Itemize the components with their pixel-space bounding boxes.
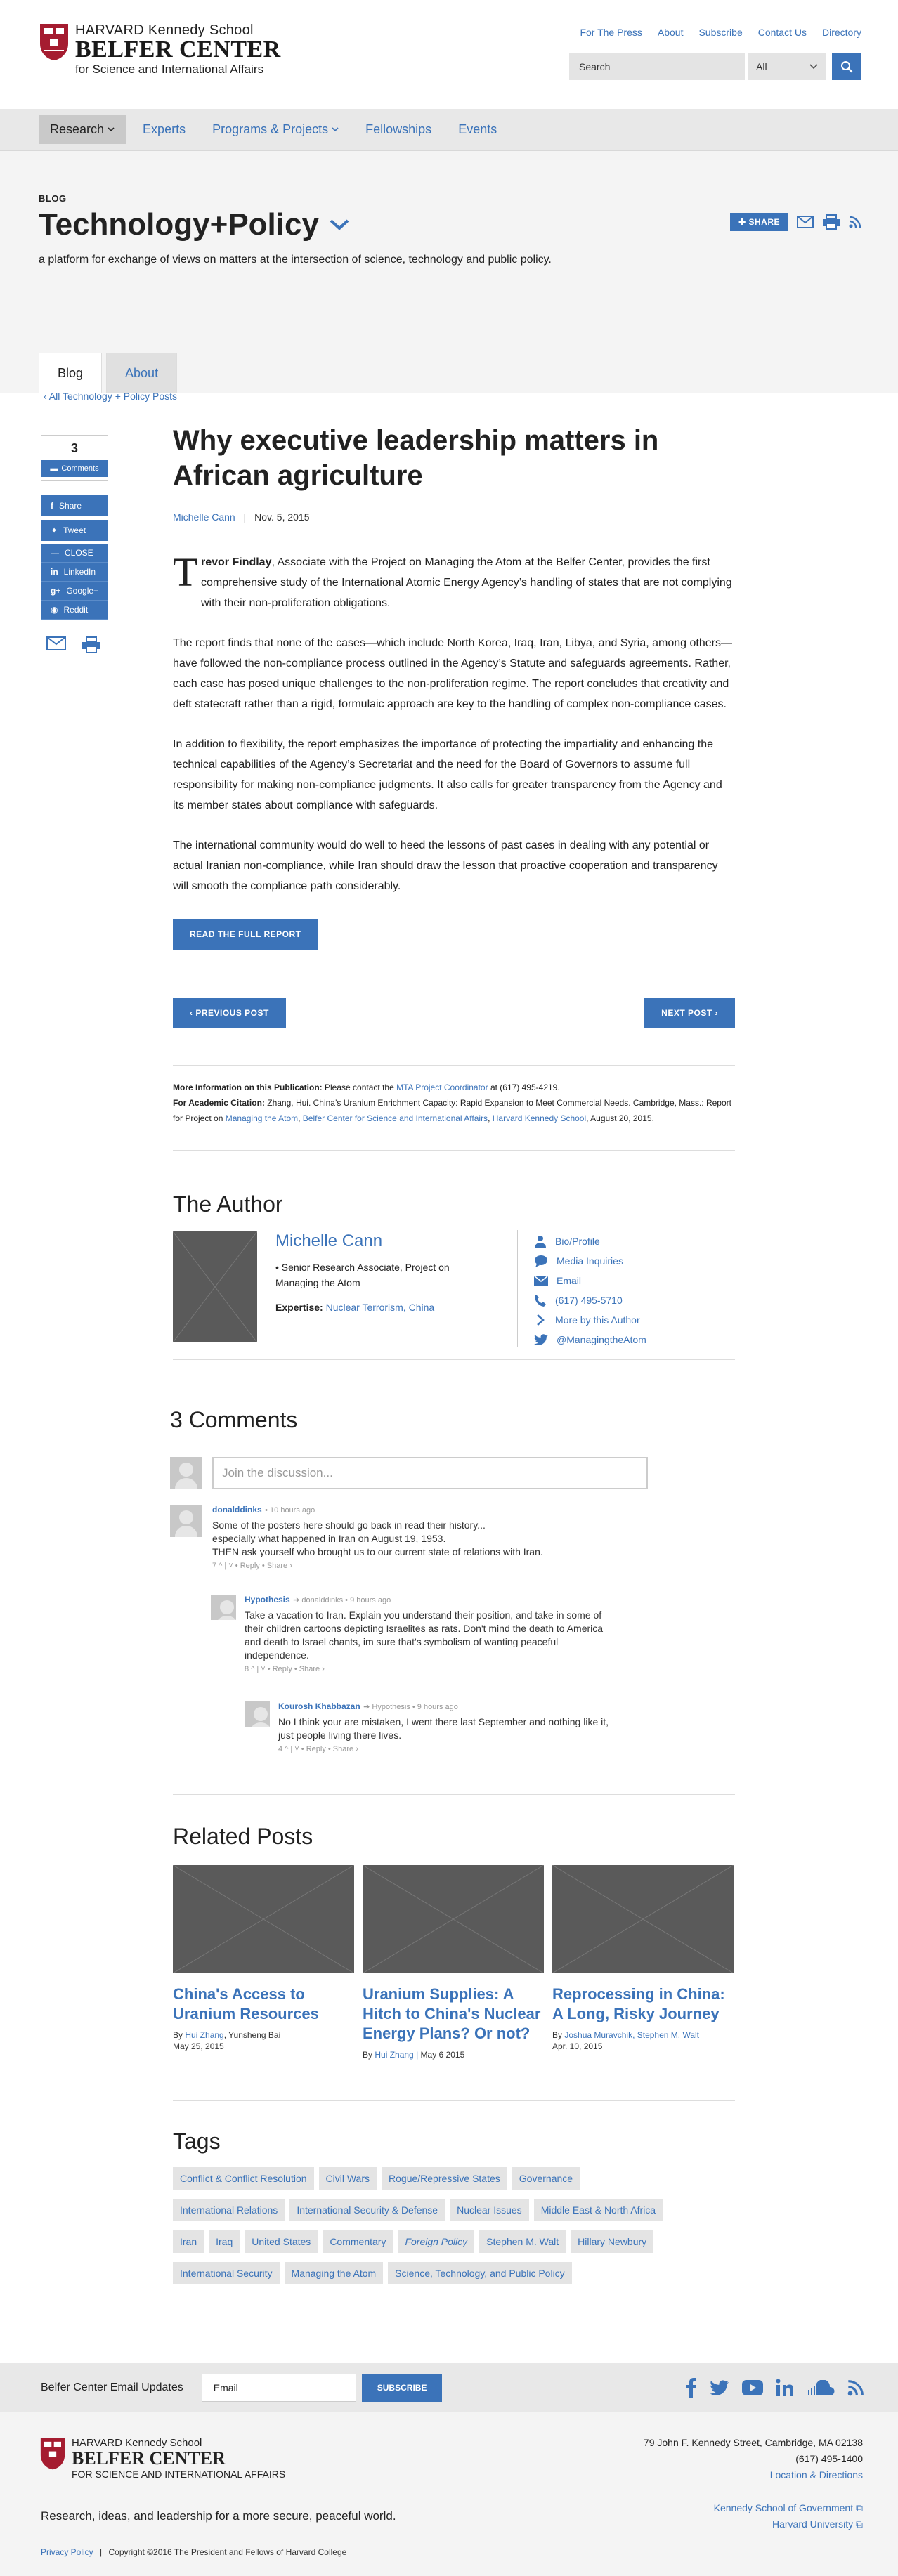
youtube-icon[interactable]	[742, 2380, 763, 2395]
article-title: Why executive leadership matters in African agriculture	[173, 425, 659, 491]
tag-item[interactable]: International Security & Defense	[289, 2199, 445, 2221]
author-heading: The Author	[173, 1191, 283, 1217]
footer-contact	[644, 2435, 863, 2532]
harvard-link[interactable]	[772, 2518, 863, 2530]
comment-meta: ➔ donalddinks • 9 hours ago	[293, 1596, 391, 1604]
facebook-icon: f	[51, 501, 53, 511]
divider	[173, 1794, 735, 1795]
search-scope-value: All	[756, 61, 767, 72]
comment-line: especially what happened in Iran on August 19, 1953.	[212, 1533, 446, 1544]
footer-address: 79 John F. Kennedy Street, Cambridge, MA 02138	[643, 2437, 863, 2448]
author-section	[173, 1191, 735, 1360]
read-full-report-button[interactable]: READ THE FULL REPORT	[173, 919, 318, 950]
related-grid	[173, 1865, 735, 2060]
next-post-button[interactable]: NEXT POST ›	[644, 998, 735, 1028]
blog-header	[0, 151, 898, 393]
nav-programs-projects[interactable]	[212, 122, 339, 137]
comment-count: 3	[70, 441, 78, 455]
facebook-share-button[interactable]	[41, 495, 108, 516]
blog-kicker: BLOG	[39, 193, 67, 204]
article-paragraph-1	[173, 549, 735, 613]
author-links	[534, 1231, 646, 1349]
close-share-button[interactable]	[41, 544, 108, 563]
comment-avatar	[245, 1701, 270, 1727]
tag-item[interactable]: International Security	[173, 2262, 280, 2284]
expertise-link[interactable]: Nuclear Terrorism, China	[325, 1302, 435, 1313]
divider	[173, 2100, 735, 2101]
tag-item[interactable]: United States	[245, 2230, 318, 2253]
related-byline: By Hui Zhang | May 6 2015	[363, 2050, 465, 2060]
ksg-label: Kennedy School of Government	[713, 2502, 854, 2513]
footer-subtitle: FOR SCIENCE AND INTERNATIONAL AFFAIRS	[72, 2469, 286, 2480]
related-author[interactable]: Joshua Muravchik, Stephen M. Walt	[564, 2030, 699, 2040]
citation-link-belfer[interactable]: Belfer Center for Science and International Affairs	[302, 1113, 488, 1123]
site-logo[interactable]	[39, 22, 281, 77]
twitter-tweet-button[interactable]	[41, 520, 108, 541]
soundcloud-icon[interactable]	[807, 2380, 835, 2395]
chevron-down-icon	[108, 127, 115, 132]
person-icon	[534, 1235, 547, 1248]
comment-line: Some of the posters here should go back in read their history...	[212, 1519, 486, 1531]
email-icon[interactable]	[797, 216, 814, 228]
ksg-link[interactable]	[714, 2502, 863, 2513]
search-button[interactable]	[832, 53, 861, 80]
share-toolbar	[730, 213, 861, 231]
comment-meta: ➔ Hypothesis • 9 hours ago	[363, 1703, 458, 1711]
tag-item[interactable]: Commentary	[323, 2230, 393, 2253]
sidebar-actions	[41, 636, 108, 653]
email-icon[interactable]	[46, 636, 66, 650]
author-phone-link[interactable]	[534, 1290, 646, 1310]
tag-item[interactable]: Science, Technology, and Public Policy	[388, 2262, 572, 2284]
media-label: Media Inquiries	[557, 1255, 623, 1267]
article-author-link[interactable]: Michelle Cann	[173, 511, 235, 523]
comment-line: Take a vacation to Iran. Explain you understand their position, and take in some of	[245, 1609, 602, 1621]
tag-item[interactable]: Rogue/Repressive States	[382, 2167, 507, 2190]
comment-user[interactable]: Hypothesis	[245, 1595, 290, 1604]
related-title[interactable]: Uranium Supplies: A Hitch to China's Nuclear Energy Plans? Or not?	[363, 1985, 541, 2042]
print-icon[interactable]	[82, 636, 101, 653]
search-scope-select[interactable]	[748, 53, 826, 80]
related-date: May 6 2015	[420, 2050, 465, 2060]
facebook-icon[interactable]	[686, 2378, 697, 2398]
google-label: Google+	[66, 586, 99, 596]
comment-line: and death to Israel chants, im sure that's symbolism of wanting peaceful	[245, 1636, 559, 1647]
email-label: Email	[557, 1275, 582, 1286]
comment-line: No I think your are mistaken, I went there last September and nothing like it,	[278, 1716, 609, 1727]
nav-research-label: Research	[50, 122, 105, 136]
comment-3	[278, 1700, 672, 1753]
related-heading: Related Posts	[173, 1824, 313, 1849]
related-post[interactable]	[552, 1865, 734, 2060]
copyright-text: Copyright ©2016 The President and Fellows of Harvard College	[108, 2547, 347, 2557]
footer-phone: (617) 495-1400	[795, 2453, 863, 2464]
article	[173, 423, 735, 1151]
logo-subtitle: for Science and International Affairs	[75, 63, 264, 76]
related-coauthor: , Yunsheng Bai	[223, 2030, 281, 2040]
linkedin-label: LinkedIn	[63, 567, 96, 577]
tag-item[interactable]: Foreign Policy	[398, 2230, 474, 2253]
tag-item[interactable]: Iraq	[209, 2230, 240, 2253]
comment-avatar	[211, 1595, 236, 1620]
nav-events[interactable]: Events	[458, 122, 497, 136]
comment-user[interactable]: Kourosh Khabbazan	[278, 1701, 360, 1711]
citation-date: August 20, 2015.	[590, 1113, 654, 1123]
subscribe-button[interactable]: SUBSCRIBE	[362, 2374, 443, 2402]
related-posts	[173, 1824, 735, 2060]
author-card	[173, 1231, 735, 1344]
tag-item[interactable]: Civil Wars	[319, 2167, 377, 2190]
linkedin-share-button[interactable]	[41, 563, 108, 582]
email-signup-bar	[0, 2363, 898, 2412]
harvard-shield-icon	[39, 2437, 66, 2471]
tab-blog[interactable]: Blog	[39, 353, 102, 393]
tag-item[interactable]: Governance	[512, 2167, 580, 2190]
author-bio-link[interactable]	[534, 1231, 646, 1251]
post-pager	[173, 998, 735, 1028]
email-icon	[534, 1276, 548, 1286]
share-button-label: SHARE	[748, 217, 780, 227]
harvard-label: Harvard University	[772, 2518, 854, 2530]
chat-icon	[534, 1255, 548, 1267]
comment-user[interactable]: donalddinks	[212, 1505, 262, 1515]
chevron-down-icon	[332, 127, 339, 132]
nav-programs-label: Programs & Projects	[212, 122, 329, 136]
blog-description: a platform for exchange of views on matters at the intersection of science, technology and public policy.	[39, 254, 552, 266]
author-name-link[interactable]: Michelle Cann	[275, 1231, 383, 1250]
reddit-icon: ◉	[51, 605, 58, 615]
comment-meta: • 10 hours ago	[265, 1506, 315, 1515]
comment-line: just people living there lives.	[278, 1730, 402, 1741]
project-coordinator-link[interactable]: MTA Project Coordinator	[396, 1083, 488, 1092]
search-input[interactable]: Search	[569, 53, 745, 80]
external-link-icon: ⧉	[856, 2518, 863, 2530]
article-sidebar	[41, 435, 108, 653]
tags-heading: Tags	[173, 2129, 221, 2154]
reddit-label: Reddit	[63, 605, 89, 615]
by-label: By	[552, 2030, 563, 2040]
phone-icon	[534, 1294, 547, 1307]
citation-text: Zhang, Hui. China’s Uranium Enrichment Capacity: Rapid Expansion to Meet Commercial Needs. Cambridge, Mass.: Report for Project on	[173, 1098, 731, 1123]
comments-label: Comments	[61, 464, 99, 473]
site-footer	[0, 2412, 898, 2576]
author-role: • Senior Research Associate, Project on Managing the Atom	[275, 1262, 450, 1288]
phone-label: (617) 495-5710	[555, 1295, 623, 1306]
link-for-the-press[interactable]: For The Press	[580, 27, 642, 38]
tag-item[interactable]: Managing the Atom	[285, 2262, 384, 2284]
rss-icon[interactable]	[847, 2379, 864, 2396]
link-about[interactable]: About	[657, 27, 684, 38]
linkedin-icon[interactable]	[776, 2379, 794, 2397]
logo-center-name: BELFER CENTER	[75, 37, 281, 63]
footer-center-name: BELFER CENTER	[72, 2448, 226, 2469]
join-discussion-input[interactable]: Join the discussion...	[212, 1457, 648, 1489]
email-input[interactable]: Email	[202, 2374, 356, 2402]
article-date: Nov. 5, 2015	[254, 511, 310, 523]
tag-item[interactable]: Iran	[173, 2230, 204, 2253]
article-lead-name: revor Findlay	[201, 556, 272, 568]
google-share-button[interactable]	[41, 582, 108, 601]
more-info-text: Please contact the	[325, 1083, 394, 1092]
chevron-down-icon	[809, 64, 818, 70]
google-plus-icon: g+	[51, 586, 61, 596]
more-info-line	[173, 1080, 735, 1095]
citation-label: For Academic Citation:	[173, 1098, 265, 1108]
logo-school-name: HARVARD Kennedy School	[75, 22, 254, 38]
related-date: Apr. 10, 2015	[552, 2041, 603, 2051]
main-nav	[0, 109, 898, 151]
tags-section	[173, 2129, 735, 2284]
tag-item[interactable]: Conflict & Conflict Resolution	[173, 2167, 314, 2190]
citation-link-mta[interactable]: Managing the Atom	[225, 1113, 299, 1123]
bio-label: Bio/Profile	[555, 1236, 600, 1247]
by-label: By	[173, 2030, 183, 2040]
tweet-label: Tweet	[63, 525, 86, 535]
publication-info	[173, 1065, 735, 1151]
share-button[interactable]: ✚ SHARE	[730, 213, 788, 231]
footer-logo[interactable]	[39, 2437, 285, 2480]
by-label: By	[363, 2050, 373, 2060]
link-contact-us[interactable]: Contact Us	[757, 27, 807, 38]
comments-heading: 3 Comments	[170, 1407, 298, 1432]
comment-actions[interactable]: 8 ^ | ˅ • Reply • Share ›	[245, 1665, 325, 1673]
blog-title[interactable]	[39, 207, 350, 242]
close-label: CLOSE	[65, 548, 93, 558]
article-paragraph-3: In addition to flexibility, the report emphasizes the importance of protecting the impartiality and enhancing the technical capabilities of the Agency’s Secretariat and the need for the Board of Governors to assume full responsibility for making non-compliance judgments. It also calls for greater transparency from the Agency and its member states about compliance with safeguards.	[173, 738, 722, 811]
more-by-label: More by this Author	[555, 1314, 640, 1326]
tag-item[interactable]: International Relations	[173, 2199, 285, 2221]
related-byline	[173, 2029, 354, 2052]
media-inquiries-link[interactable]	[534, 1251, 646, 1271]
harvard-shield-icon	[39, 22, 70, 62]
related-image-placeholder	[363, 1865, 544, 1973]
nav-experts[interactable]: Experts	[143, 122, 186, 136]
author-expertise	[275, 1302, 434, 1313]
related-author[interactable]: Hui Zhang	[375, 2050, 414, 2060]
chevron-right-icon	[534, 1314, 547, 1326]
tag-item[interactable]: Nuclear Issues	[450, 2199, 529, 2221]
comment-1	[212, 1503, 662, 1570]
tag-item[interactable]: Hillary Newbury	[571, 2230, 653, 2253]
twitter-handle-label: @ManagingtheAtom	[557, 1334, 646, 1345]
divider	[173, 1359, 735, 1360]
twitter-icon: ✦	[51, 525, 58, 535]
comment-count-box[interactable]	[41, 435, 108, 481]
blog-title-text: Technology+Policy	[39, 207, 319, 242]
user-avatar	[170, 1457, 202, 1489]
nav-research[interactable]	[39, 115, 126, 144]
comment-actions[interactable]: 7 ^ | ˅ • Reply • Share ›	[212, 1562, 292, 1570]
facebook-share-label: Share	[59, 501, 82, 511]
related-image-placeholder	[552, 1865, 734, 1973]
reddit-share-button[interactable]	[41, 601, 108, 620]
email-updates-label: Belfer Center Email Updates	[41, 2381, 183, 2393]
related-title[interactable]: Reprocessing in China: A Long, Risky Journey	[552, 1985, 725, 2022]
author-email-link[interactable]	[534, 1271, 646, 1290]
tag-item[interactable]: Stephen M. Walt	[479, 2230, 566, 2253]
footer-copyright-line: Privacy Policy | Copyright ©2016 The President and Fellows of Harvard College	[41, 2547, 347, 2557]
citation-link-hks[interactable]: Harvard Kennedy School	[492, 1113, 587, 1123]
comment-text	[278, 1715, 672, 1742]
site-header	[0, 0, 898, 109]
more-info-label: More Information on this Publication:	[173, 1083, 323, 1092]
article-paragraph-1-text: , Associate with the Project on Managing the Atom at the Belfer Center, provides the first comprehensive study of the International Atomic Energy Agency’s handling of states that are not complying with their non-proliferation obligations.	[201, 556, 732, 609]
coordinator-phone: at (617) 495-4219.	[490, 1083, 560, 1092]
comment-actions[interactable]: 4 ^ | ˅ • Reply • Share ›	[278, 1745, 358, 1753]
related-image-placeholder	[173, 1865, 354, 1973]
citation-block: For Academic Citation: Zhang, Hui. China’s Uranium Enrichment Capacity: Rapid Expansion to Meet Commercial Needs. Cambridge, Mass.: Report for Project on Managing the Atom, Belfer Center for Science and International Affairs, Harvard Kennedy School, August 20, 2015.	[173, 1098, 731, 1123]
article-meta: Michelle Cann | Nov. 5, 2015	[173, 511, 310, 523]
twitter-icon	[534, 1334, 548, 1345]
related-author[interactable]: Hui Zhang	[185, 2030, 224, 2040]
linkedin-icon: in	[51, 567, 58, 577]
comment-avatar	[170, 1505, 202, 1537]
location-directions-link[interactable]: Location & Directions	[769, 2469, 863, 2480]
comment-2	[245, 1593, 666, 1673]
blog-tabs	[39, 353, 177, 393]
utility-links	[580, 27, 861, 38]
divider	[517, 1230, 518, 1347]
print-icon[interactable]	[822, 214, 840, 230]
expertise-label: Expertise:	[275, 1302, 323, 1313]
comment-line: their children cartoons depicting Israelites as rats. Don't mind the death to America	[245, 1623, 604, 1634]
search-bar	[569, 53, 861, 80]
twitter-handle-link[interactable]	[534, 1330, 646, 1349]
nav-fellowships[interactable]: Fellowships	[365, 122, 432, 136]
related-byline	[552, 2029, 734, 2052]
more-by-author-link[interactable]	[534, 1310, 646, 1330]
footer-school-name: HARVARD Kennedy School	[72, 2437, 202, 2449]
link-subscribe[interactable]: Subscribe	[698, 27, 743, 38]
article-paragraph-4: The international community would do well to heed the lessons of past cases in dealing with any potential or actual Iranian non-compliance, while Iran should draw the lesson that proactive cooperation and transparency will smooth the compliance path considerably.	[173, 839, 718, 892]
tab-about[interactable]: About	[106, 353, 177, 393]
chevron-down-icon	[329, 218, 350, 231]
related-date: May 25, 2015	[173, 2041, 224, 2051]
related-post[interactable]	[363, 1865, 544, 2060]
social-links	[686, 2378, 864, 2398]
tag-list	[173, 2167, 679, 2284]
tag-item[interactable]: Middle East & North Africa	[534, 2199, 663, 2221]
previous-post-button[interactable]: ‹ PREVIOUS POST	[173, 998, 286, 1028]
related-post[interactable]	[173, 1865, 354, 2060]
twitter-icon[interactable]	[710, 2380, 729, 2395]
search-icon	[840, 60, 853, 73]
rss-icon[interactable]	[849, 216, 861, 228]
minus-icon: —	[51, 548, 59, 558]
footer-tagline: Research, ideas, and leadership for a more secure, peaceful world.	[41, 2509, 396, 2523]
link-directory[interactable]: Directory	[821, 27, 861, 38]
comment-text	[245, 1609, 666, 1662]
comment-line: THEN ask yourself who brought us to our current state of relations with Iran.	[212, 1546, 543, 1557]
back-to-posts-link[interactable]: ‹ All Technology + Policy Posts	[44, 391, 178, 402]
drop-cap: T	[173, 549, 198, 595]
author-role-text: Senior Research Associate, Project on Managing the Atom	[275, 1262, 450, 1288]
article-paragraph-2: The report finds that none of the cases—which include North Korea, Iraq, Iran, Libya, and Syria, among others—have followed the non-compliance process outlined in the Agency’s Statute and safeguards agreements. Rather, each case has posed unique challenges to the non-proliferation regime. The report concludes that creativity and deft statecraft rather than a rigid, formulaic approach are key to the handling of complex non-compliance cases.	[173, 637, 732, 710]
author-photo-placeholder	[173, 1231, 257, 1342]
comment-text	[212, 1519, 662, 1559]
related-title[interactable]: China's Access to Uranium Resources	[173, 1985, 319, 2022]
more-share-panel	[41, 544, 108, 620]
comment-line: independence.	[245, 1649, 309, 1661]
comment-icon: ▬	[50, 464, 58, 473]
external-link-icon: ⧉	[856, 2502, 863, 2513]
privacy-policy-link[interactable]: Privacy Policy	[41, 2547, 93, 2557]
